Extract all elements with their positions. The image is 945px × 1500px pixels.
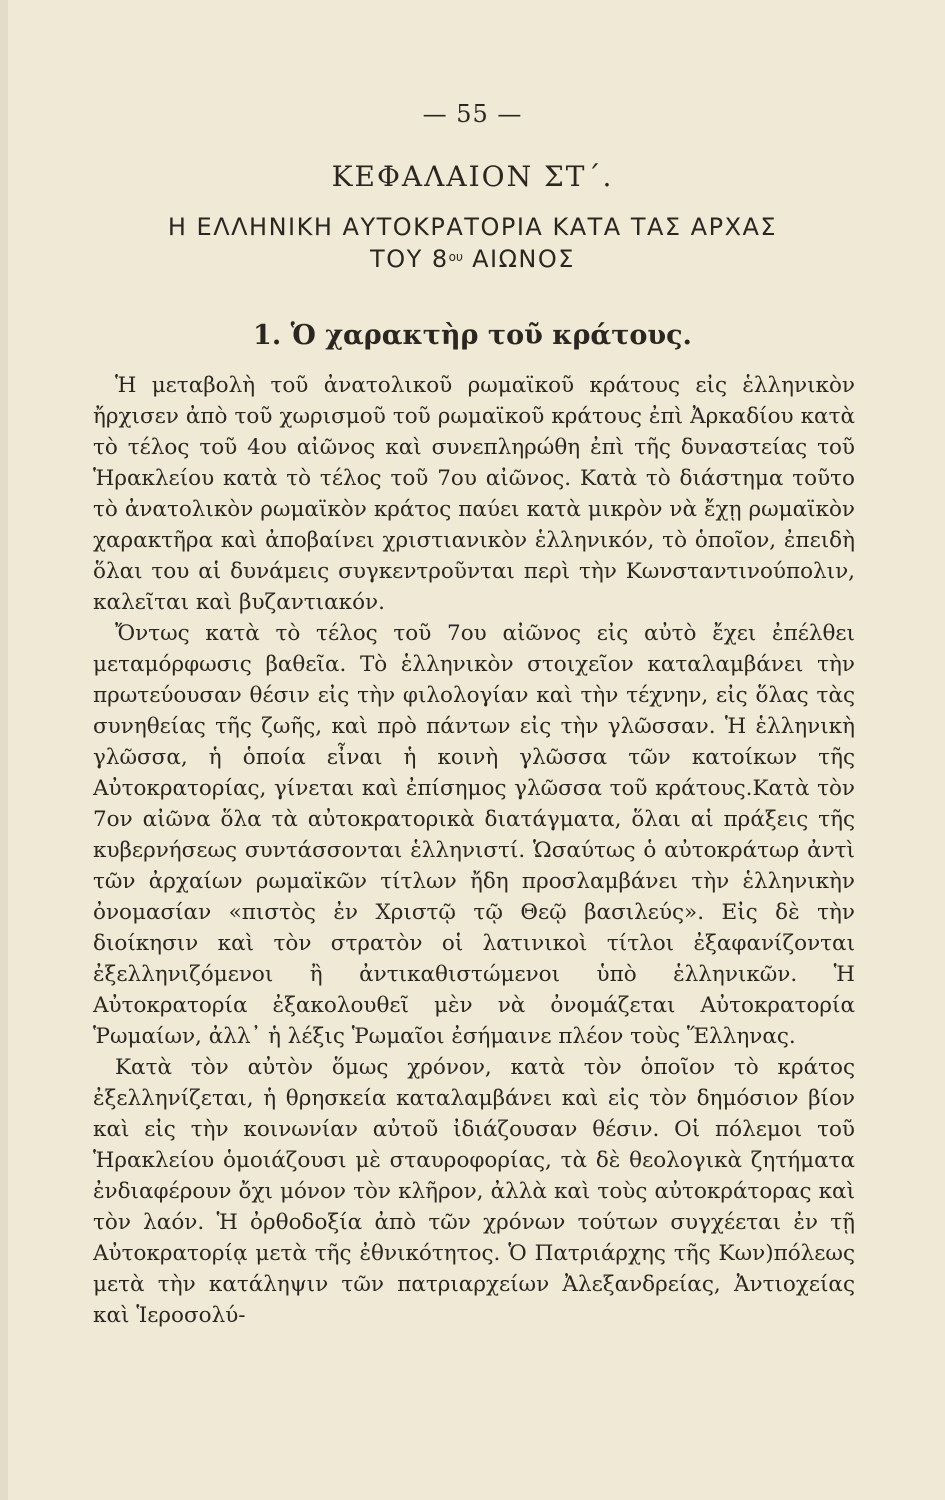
title-suffix: ΑΙΩΝΟΣ: [462, 245, 575, 273]
section-heading: 1. Ὁ χαρακτὴρ τοῦ κράτους.: [253, 320, 692, 351]
paragraph-3: Κατὰ τὸν αὐτὸν ὅμως χρόνον, κατὰ τὸν ὁποῖον τὸ κράτος ἐξελληνίζεται, ἡ θρησκεία καταλαμβάνει καὶ εἰς τὸν δημόσιον βίον καὶ εἰς τὴν κοινωνίαν αὐτοῦ ἰδιάζουσαν θέσιν. Οἱ πόλεμοι τοῦ Ἡρακλείου ὁμοιάζουσι μὲ σταυροφορίας, τὰ δὲ θεολογικὰ ζητήματα ἐνδιαφέρουν ὄχι μόνον τὸν κλῆρον, ἀλλὰ καὶ τοὺς αὐτοκράτορας καὶ τὸν λαόν. Ἡ ὀρθοδοξία ἀπὸ τῶν χρόνων τούτων συγχέεται ἐν τῇ Αὐτοκρατορίᾳ μετὰ τῆς ἐθνικότητος. Ὁ Πατριάρχης τῆς Κων)πόλεως μετὰ τὴν κατάληψιν τῶν πατριαρχείων Ἀλεξανδρείας, Ἀντιοχείας καὶ Ἱεροσολύ-: [93, 1055, 855, 1328]
chapter-title-line-2: [0, 245, 945, 273]
title-superscript: ου: [448, 250, 463, 264]
title-prefix: ΤΟΥ 8: [370, 245, 449, 273]
chapter-heading: ΚΕΦΑΛΑΙΟΝ ΣΤ΄.: [331, 160, 614, 193]
paragraph-2: Ὄντως κατὰ τὸ τέλος τοῦ 7ου αἰῶνος εἰς αὐτὸ ἔχει ἐπέλθει μεταμόρφωσις βαθεῖα. Τὸ ἑλληνικὸν στοιχεῖον καταλαμβάνει τὴν πρωτεύουσαν θέσιν εἰς τὴν φιλολογίαν καὶ τὴν τέχνην, εἰς ὅλας τὰς συνηθείας τῆς ζωῆς, καὶ πρὸ πάντων εἰς τὴν γλῶσσαν. Ἡ ἑλληνικὴ γλῶσσα, ἡ ὁποία εἶναι ἡ κοινὴ γλῶσσα τῶν κατοίκων τῆς Αὐτοκρατορίας, γίνεται καὶ ἐπίσημος γλῶσσα τοῦ κράτους.Κατὰ τὸν 7ον αἰῶνα ὅλα τὰ αὐτοκρατορικὰ διατάγματα, ὅλαι αἱ πράξεις τῆς κυβερνήσεως συντάσσονται ἑλληνιστί. Ὡσαύτως ὁ αὐτοκράτωρ ἀντὶ τῶν ἀρχαίων ρωμαϊκῶν τίτλων ἤδη προσλαμβάνει τὴν ἑλληνικὴν ὀνομασίαν «πιστὸς ἐν Χριστῷ τῷ Θεῷ βασιλεύς». Εἰς δὲ τὴν διοίκησιν καὶ τὸν στρατὸν οἱ λατινικοὶ τίτλοι ἐξαφανίζονται ἐξελληνιζόμενοι ἢ ἀντικαθιστώμενοι ὑπὸ ἑλληνικῶν. Ἡ Αὐτοκρατορία ἐξακολουθεῖ μὲν νὰ ὀνομάζεται Αὐτοκρατορία Ῥωμαίων, ἀλλ᾽ ἡ λέξις Ῥωμαῖοι ἐσήμαινε πλέον τοὺς Ἕλληνας.: [93, 621, 855, 1049]
body-text: [93, 370, 855, 1331]
page-number: — 55 —: [422, 100, 523, 128]
chapter-title-line-1: Η ΕΛΛΗΝΙΚΗ ΑΥΤΟΚΡΑΤΟΡΙΑ ΚΑΤΑ ΤΑΣ ΑΡΧΑΣ: [167, 213, 778, 241]
paragraph-1: Ἡ μεταβολὴ τοῦ ἀνατολικοῦ ρωμαϊκοῦ κράτους εἰς ἑλληνικὸν ἤρχισεν ἀπὸ τοῦ χωρισμοῦ τοῦ ρωμαϊκοῦ κράτους ἐπὶ Ἀρκαδίου κατὰ τὸ τέλος τοῦ 4ου αἰῶνος καὶ συνεπληρώθη ἐπὶ τῆς δυναστείας τοῦ Ἡρακλείου κατὰ τὸ τέλος τοῦ 7ου αἰῶνος. Κατὰ τὸ διάστημα τοῦτο τὸ ἀνατολικὸν ρωμαϊκὸν κράτος παύει κατὰ μικρὸν νὰ ἔχῃ ρωμαϊκὸν χαρακτῆρα καὶ ἀποβαίνει χριστιανικὸν ἑλληνικόν, τὸ ὁποῖον, ἐπειδὴ ὅλαι του αἱ δυνάμεις συγκεντροῦνται περὶ τὴν Κωνσταντινούπολιν, καλεῖται καὶ βυζαντιακόν.: [93, 373, 855, 615]
